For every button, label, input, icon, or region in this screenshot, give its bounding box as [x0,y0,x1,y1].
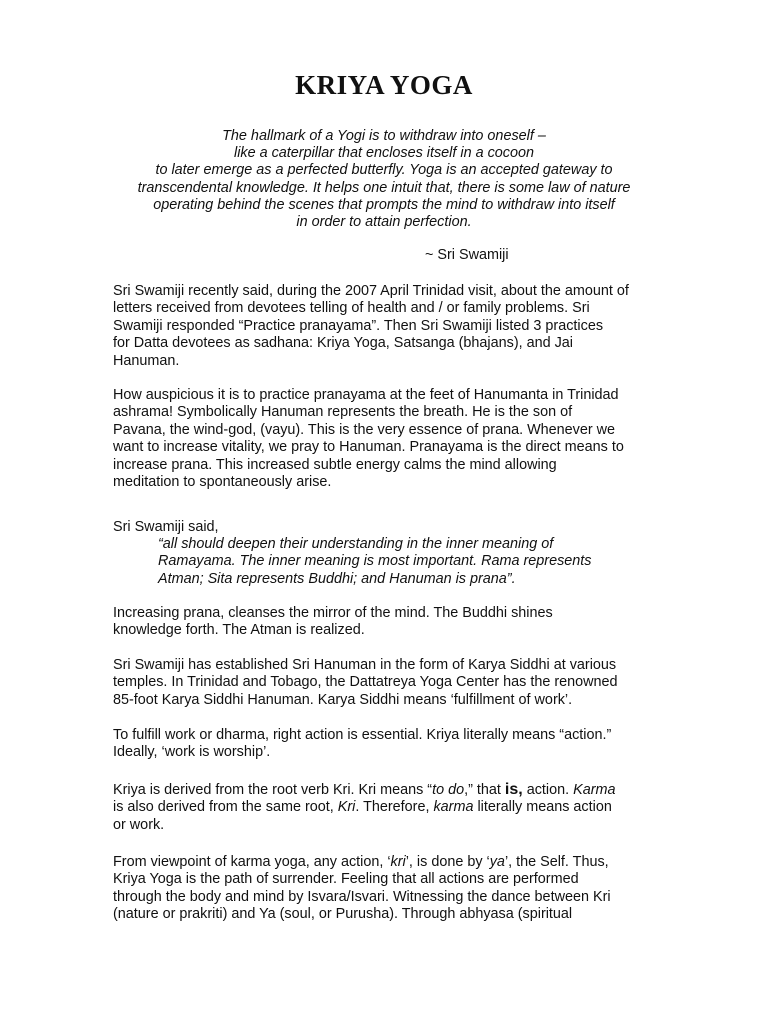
quote-line: Atman; Sita represents Buddhi; and Hanuman is prana”. [158,570,516,587]
text-line: Sri Swamiji has established Sri Hanuman in the form of Karya Siddhi at various [113,657,617,673]
page-title: KRIYA YOGA [295,70,473,100]
text-line: Kriya Yoga is the path of surrender. Feeling that all actions are performed [113,871,579,888]
text-run: literally means action [473,799,612,816]
paragraph-5 [113,657,673,709]
epigraph-line: like a caterpillar that encloses itself in a cocoon [234,145,534,162]
paragraph-1 [113,283,673,370]
text-line: knowledge forth. The Atman is realized. [113,622,365,639]
text-run: Kri [337,799,356,816]
text-line: ashrama! Symbolically Hanuman represents the breath. He is the son of [113,404,573,421]
paragraph-3-intro [113,519,673,536]
epigraph-line: operating behind the scenes that prompts the mind to withdraw into itself [153,196,615,213]
text-line: To fulfill work or dharma, right action is essential. Kriya literally means “action.” [113,727,612,743]
epigraph [100,128,668,231]
text-line: meditation to spontaneously arise. [113,474,332,491]
text-line: temples. In Trinidad and Tobago, the Dattatreya Yoga Center has the renowned [113,674,618,691]
emphasis-run: is, [504,781,523,798]
text-line: Ideally, ‘work is worship’. [113,744,271,761]
quote-block [113,536,673,588]
epigraph-attribution: ~ Sri Swamiji [425,247,509,263]
paragraph-8 [113,854,673,924]
text-line: want to increase vitality, we pray to Hanuman. Pranayama is the direct means to [113,439,624,456]
epigraph-line: in order to attain perfection. [296,214,472,231]
text-run: ’, is done by ‘ [405,854,490,870]
epigraph-line: The hallmark of a Yogi is to withdraw into oneself – [222,128,546,144]
paragraph-7 [113,781,673,834]
text-line [113,781,673,799]
text-run: kri [390,854,406,870]
text-line: Increasing prana, cleanses the mirror of the mind. The Buddhi shines [113,605,553,621]
text-line: Pavana, the wind-god, (vayu). This is the very essence of prana. Whenever we [113,421,616,438]
text-line: 85-foot Karya Siddhi Hanuman. Karya Siddhi means ‘fulfillment of work’. [113,691,573,708]
paragraph-4 [113,605,673,640]
text-run: to do [432,782,465,798]
epigraph-line: transcendental knowledge. It helps one intuit that, there is some law of nature [137,179,631,196]
text-line: Sri Swamiji recently said, during the 2007 April Trinidad visit, about the amount of [113,283,629,299]
text-run: action. [522,782,574,798]
text-line: letters received from devotees telling of health and / or family problems. Sri [113,300,590,317]
text-run: Karma [573,782,616,798]
text-line: (nature or prakriti) and Ya (soul, or Purusha). Through abhyasa (spiritual [113,906,573,923]
text-run: ’, the Self. Thus, [504,854,609,870]
text-run: is also derived from the same root, [113,799,338,816]
text-line: Hanuman. [113,352,180,369]
paragraph-2 [113,387,673,491]
text-run: From viewpoint of karma yoga, any action, ‘ [113,854,391,870]
text-run: ,” that [464,782,505,798]
text-line: Sri Swamiji said, [113,519,219,535]
text-line: for Datta devotees as sadhana: Kriya Yoga, Satsanga (bhajans), and Jai [113,335,574,352]
text-run: . Therefore, [355,799,434,816]
text-run: karma [433,799,474,816]
quote-line: Ramayama. The inner meaning is most important. Rama represents [158,553,592,570]
text-line: or work. [113,816,165,833]
paragraph-6 [113,727,673,762]
epigraph-line: to later emerge as a perfected butterfly. Yoga is an accepted gateway to [155,162,613,179]
text-line [113,799,673,816]
quote-line: “all should deepen their understanding in the inner meaning of [158,536,554,552]
text-run: ya [489,854,505,870]
text-line: Swamiji responded “Practice pranayama”. Then Sri Swamiji listed 3 practices [113,317,604,334]
text-line: How auspicious it is to practice pranayama at the feet of Hanumanta in Trinidad [113,387,619,403]
text-run: Kriya is derived from the root verb Kri. Kri means “ [113,782,433,798]
text-line: through the body and mind by Isvara/Isvari. Witnessing the dance between Kri [113,888,611,905]
text-line: increase prana. This increased subtle energy calms the mind allowing [113,456,557,473]
text-line [113,854,673,871]
